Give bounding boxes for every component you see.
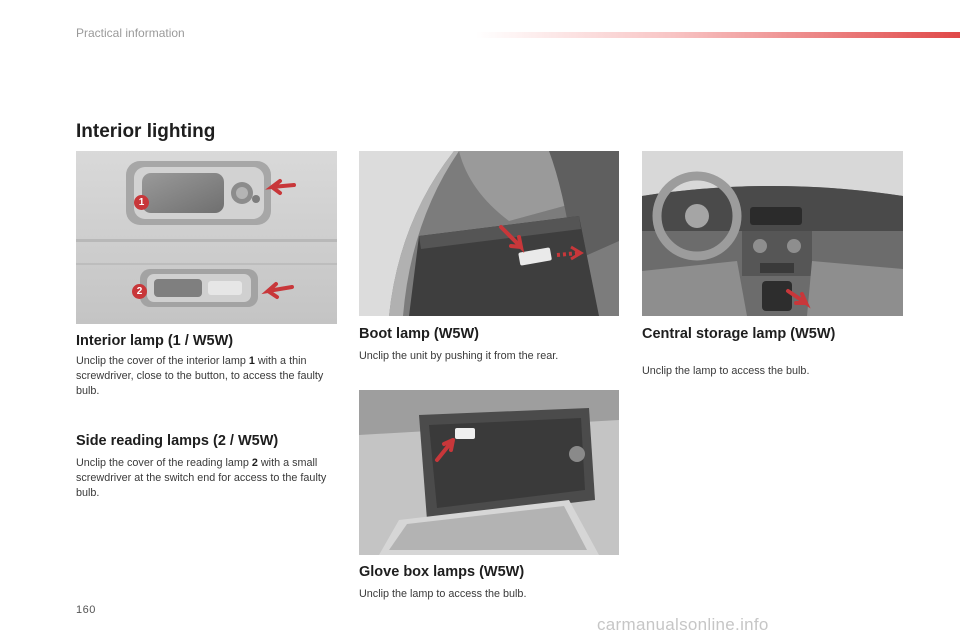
boot-lamp-text: Unclip the unit by pushing it from the rear. xyxy=(359,350,559,362)
central-storage-photo xyxy=(642,151,903,316)
glove-box-photo xyxy=(359,390,619,555)
central-storage-heading: Central storage lamp (W5W) xyxy=(642,326,836,342)
glove-box-text: Unclip the lamp to access the bulb. xyxy=(359,588,527,600)
interior-lamp-photo xyxy=(76,151,337,324)
interior-lamp-text xyxy=(76,354,336,399)
header-accent-rule xyxy=(476,32,960,38)
side-reading-text xyxy=(76,456,336,501)
interior-lamp-heading: Interior lamp (1 / W5W) xyxy=(76,333,234,349)
watermark: carmanualsonline.info xyxy=(597,615,769,634)
side-reading-heading: Side reading lamps (2 / W5W) xyxy=(76,433,279,449)
header-section-label: Practical information xyxy=(76,26,185,40)
boot-lamp-photo xyxy=(359,151,619,316)
side-reading-ref: 2 xyxy=(251,457,258,469)
page-number: 160 xyxy=(76,604,96,616)
interior-lamp-text-a: Unclip the cover of the interior lamp xyxy=(76,355,249,367)
boot-lamp-heading: Boot lamp (W5W) xyxy=(359,326,480,342)
side-reading-text-b: with a small screwdriver at the switch end for access to the faulty bulb. xyxy=(76,457,327,499)
central-storage-text: Unclip the lamp to access the bulb. xyxy=(642,365,810,377)
page-title: Interior lighting xyxy=(76,121,216,142)
callout-1: 1 xyxy=(134,195,149,210)
glove-box-heading: Glove box lamps (W5W) xyxy=(359,564,525,580)
interior-lamp-text-b: with a thin screwdriver, close to the button, to access the faulty bulb. xyxy=(76,355,324,397)
interior-lamp-ref: 1 xyxy=(248,355,255,367)
side-reading-text-a: Unclip the cover of the reading lamp xyxy=(76,457,252,469)
callout-2: 2 xyxy=(132,284,147,299)
